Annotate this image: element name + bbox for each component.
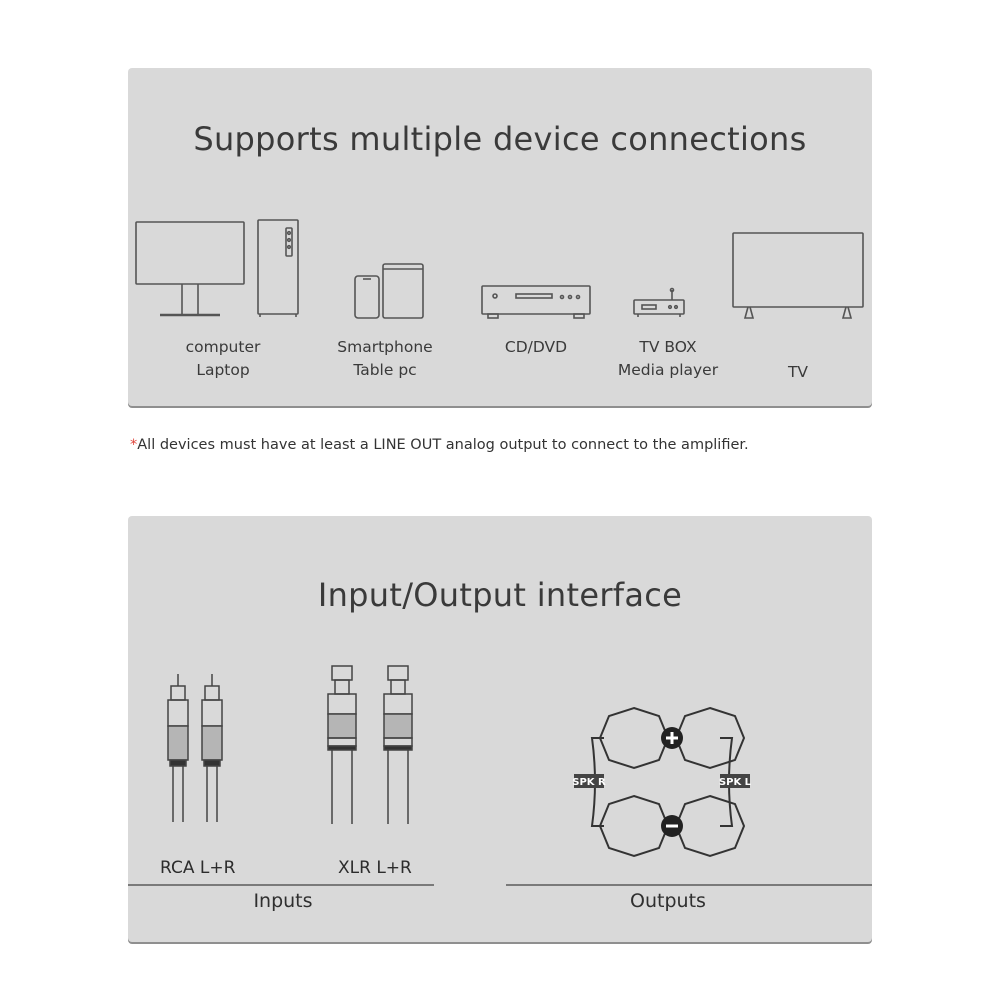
cd-dvd-player-icon (478, 282, 594, 322)
spk-r-tag: SPK R (572, 777, 606, 788)
device-label-smartphone: Smartphone Table pc (337, 338, 433, 379)
devices-panel (128, 68, 872, 406)
devices-panel-title: Supports multiple device connections (193, 120, 807, 158)
note-text: All devices must have at least a LINE OUT analog output to connect to the amplifier. (137, 437, 749, 453)
device-label-computer: computer Laptop (185, 338, 261, 379)
device-label-tv: TV (787, 363, 809, 381)
io-panel (128, 516, 872, 942)
tv-box-icon (628, 286, 690, 320)
device-label-tv-box: TV BOX Media player (617, 338, 719, 379)
rca-connector-icon (158, 666, 232, 826)
outputs-divider (506, 884, 872, 886)
tv-icon (728, 228, 868, 322)
rca-label: RCA L+R (160, 858, 236, 878)
speaker-terminal-icon (564, 702, 760, 862)
line-out-note (130, 437, 749, 453)
spk-l-tag: SPK L (718, 777, 752, 788)
device-label-cd-dvd: CD/DVD (504, 338, 568, 356)
inputs-divider (128, 884, 434, 886)
inputs-label: Inputs (253, 890, 313, 912)
xlr-connector-icon (318, 662, 424, 828)
computer-icon (134, 218, 304, 322)
note-marker: * (130, 437, 138, 453)
xlr-label: XLR L+R (338, 858, 412, 878)
io-panel-title: Input/Output interface (317, 576, 683, 614)
outputs-label: Outputs (630, 890, 706, 912)
smartphone-tablet-icon (352, 260, 428, 322)
